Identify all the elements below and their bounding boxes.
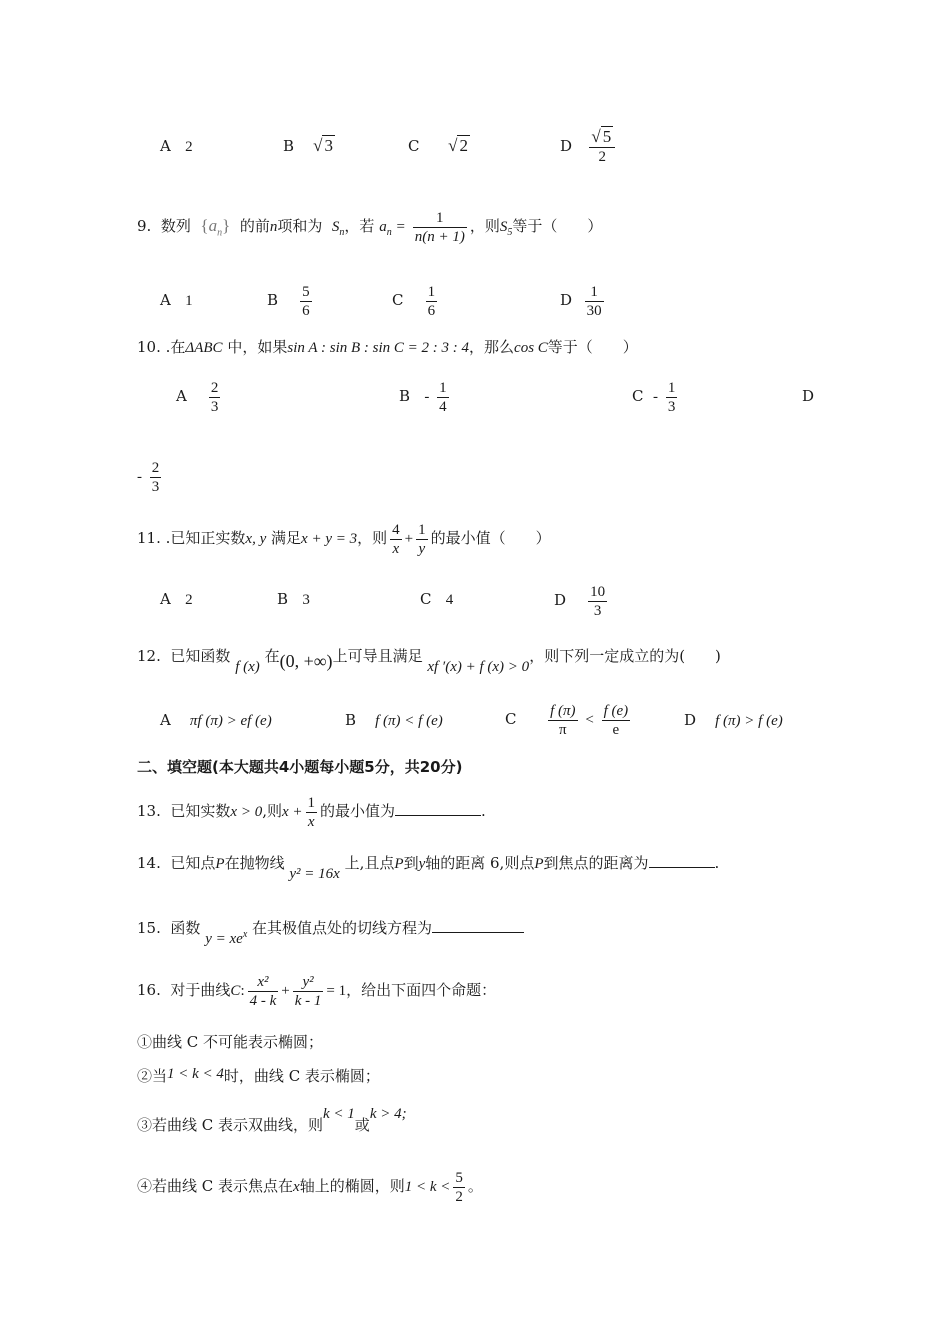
question-number: 9. bbox=[137, 217, 152, 235]
interval-expression: (0, +∞) bbox=[279, 651, 333, 671]
option-value: 4 bbox=[445, 592, 454, 608]
fraction: $\frac{f (e)}{e}$ bbox=[603, 702, 629, 738]
proposition-3 bbox=[137, 1106, 407, 1141]
option-letter: D bbox=[554, 591, 567, 609]
period: . bbox=[714, 854, 720, 872]
proposition-2 bbox=[137, 1066, 380, 1087]
period: . bbox=[481, 802, 486, 820]
question-14 bbox=[137, 850, 720, 882]
curve-label: C bbox=[230, 983, 241, 999]
question-text: 已知实数 bbox=[170, 802, 231, 820]
option-letter: D bbox=[560, 137, 573, 155]
parabola-equation: y² = 16x bbox=[289, 866, 340, 882]
proposition-text: 轴上的椭圆，则 bbox=[299, 1177, 405, 1195]
option-value: πf (π) > ef (e) bbox=[189, 713, 272, 729]
question-text: ,则 bbox=[262, 802, 282, 820]
q11-option-d bbox=[554, 580, 610, 620]
question-text: 上可导且满足 bbox=[332, 647, 423, 665]
option-letter: C bbox=[408, 137, 420, 155]
minus-sign: - bbox=[424, 389, 430, 405]
fraction: $\frac{5}{6}$ bbox=[302, 283, 310, 319]
option-value: 2 bbox=[185, 592, 193, 608]
question-text: 函数 bbox=[170, 919, 201, 937]
fraction: $\frac{\text{y²}}{k - 1}$ bbox=[294, 973, 322, 1009]
question-number: 15. bbox=[137, 919, 161, 937]
q10-option-d-letter bbox=[802, 386, 814, 406]
question-text: 已知点 bbox=[170, 854, 216, 872]
question-number: 11. bbox=[137, 529, 161, 547]
option-letter: D bbox=[684, 711, 697, 729]
proposition-1: ①曲线 C 不可能表示椭圆； bbox=[137, 1033, 324, 1051]
fraction: $\frac{1}{3}$ bbox=[667, 379, 676, 415]
axis-label: x bbox=[293, 1179, 300, 1195]
question-text: ，那么 bbox=[469, 338, 515, 356]
inequality-expression: 1 < k < bbox=[404, 1179, 451, 1195]
option-letter: C bbox=[632, 387, 644, 405]
point-label: P bbox=[215, 856, 225, 872]
option-letter: D bbox=[560, 291, 573, 309]
question-text: 的最小值（ ） bbox=[430, 529, 551, 547]
question-13 bbox=[137, 791, 486, 832]
point-label: P bbox=[534, 856, 544, 872]
fraction: $\frac{2}{3}$ bbox=[151, 459, 160, 495]
question-text: 轴的距离 6,则点 bbox=[425, 854, 535, 872]
inequality-expression: k < 1 bbox=[323, 1106, 355, 1122]
less-than-sign: < bbox=[585, 712, 594, 728]
option-letter: C bbox=[420, 590, 432, 608]
question-text: 满足 bbox=[271, 529, 302, 547]
option-letter: D bbox=[802, 387, 815, 405]
q11-option-a bbox=[160, 589, 193, 610]
condition-expression: x + y = 3 bbox=[301, 531, 358, 547]
inequality-expression: 1 < k < 4 bbox=[167, 1066, 224, 1082]
plus-sign: + bbox=[404, 531, 414, 547]
question-text: 在 bbox=[264, 647, 280, 665]
proposition-text: 时，曲线 C 表示椭圆； bbox=[223, 1067, 380, 1085]
q10-option-c bbox=[632, 376, 680, 417]
question-12 bbox=[137, 640, 721, 675]
q12-option-b bbox=[345, 710, 443, 731]
condition-expression: xf ′(x) + f (x) > 0 bbox=[427, 659, 530, 675]
fraction: $\frac{\text{x²}}{4 - k}$ bbox=[249, 973, 277, 1009]
question-text: 已知函数 bbox=[170, 647, 231, 665]
question-text: ，则 bbox=[469, 217, 500, 235]
fraction: $\frac{1}{y}$ bbox=[418, 521, 426, 557]
option-value: f (π) < f (e) bbox=[375, 713, 443, 729]
question-text: 的最小值为 bbox=[320, 802, 396, 820]
sqrt-expression: √ 2 bbox=[448, 136, 468, 155]
fraction: $\frac{1}{4}$ bbox=[439, 379, 447, 415]
question-text: .已知正实数 bbox=[165, 529, 246, 547]
option-letter: C bbox=[505, 710, 517, 728]
proposition-text: ②当 bbox=[137, 1067, 168, 1085]
question-text: 在其极值点处的切线方程为 bbox=[252, 919, 433, 937]
question-text: 对于曲线 bbox=[170, 981, 231, 999]
option-value: f (π) > f (e) bbox=[715, 713, 783, 729]
q10-option-d-value bbox=[137, 456, 164, 497]
period: 。 bbox=[467, 1177, 483, 1195]
function-expression: f (x) bbox=[235, 659, 260, 675]
option-value: 3 bbox=[302, 592, 310, 608]
ratio-expression: sin A : sin B : sin C = 2 : 3 : 4 bbox=[287, 340, 470, 356]
q9-option-a bbox=[160, 280, 193, 321]
math-var: n bbox=[269, 219, 278, 235]
answer-blank[interactable] bbox=[649, 853, 715, 868]
fraction: $\frac{4}{x}$ bbox=[392, 521, 400, 557]
proposition-4 bbox=[137, 1164, 483, 1209]
fraction: $\frac{5}{2}$ bbox=[455, 1169, 463, 1205]
minus-sign: - bbox=[137, 469, 142, 485]
question-15 bbox=[137, 911, 524, 947]
option-letter: A bbox=[160, 711, 171, 729]
question-text: 等于（ ） bbox=[547, 338, 638, 356]
colon: : bbox=[240, 983, 245, 999]
question-11 bbox=[137, 518, 551, 559]
answer-blank[interactable] bbox=[432, 918, 524, 933]
option-value: 1 bbox=[185, 293, 193, 309]
q8-option-b bbox=[283, 136, 335, 156]
sequence-brace: $\{a_n\}$ bbox=[200, 216, 231, 239]
sum-symbol: $S_n$ bbox=[331, 219, 345, 238]
question-10 bbox=[137, 337, 638, 358]
proposition-text: 或 bbox=[354, 1116, 370, 1134]
fraction: $\frac{2}{3}$ bbox=[210, 379, 219, 415]
term-symbol: $a_n$ bbox=[379, 219, 392, 238]
proposition-text: ④若曲线 C 表示焦点在 bbox=[137, 1177, 294, 1195]
question-text: 等于（ ） bbox=[512, 217, 603, 235]
proposition-text: ③若曲线 C 表示双曲线，则 bbox=[137, 1116, 324, 1134]
option-letter: B bbox=[399, 387, 411, 405]
option-letter: C bbox=[392, 291, 404, 309]
question-text: 到 bbox=[403, 854, 419, 872]
inequality-expression: k > 4; bbox=[369, 1106, 407, 1122]
option-letter: B bbox=[283, 137, 295, 155]
math-expression: x + bbox=[281, 804, 303, 820]
point-label: P bbox=[394, 856, 404, 872]
question-text: 到焦点的距离为 bbox=[543, 854, 649, 872]
question-text: 的前 bbox=[239, 217, 270, 235]
question-text: 中，如果 bbox=[227, 338, 288, 356]
question-number: 14. bbox=[137, 854, 161, 872]
option-letter: A bbox=[176, 387, 187, 405]
option-letter: B bbox=[345, 711, 357, 729]
equals-sign: = bbox=[396, 219, 405, 235]
triangle-symbol: ΔABC bbox=[185, 340, 223, 356]
sqrt-expression: √ 3 bbox=[313, 136, 333, 155]
q10-option-a bbox=[176, 376, 223, 416]
option-letter: B bbox=[267, 291, 279, 309]
fraction: $\frac{1}{6}$ bbox=[427, 283, 436, 319]
section-heading: 二、填空题(本大题共4小题每小题5分，共20分) bbox=[137, 758, 463, 776]
question-text: ，给出下面四个命题： bbox=[346, 981, 497, 999]
option-letter: B bbox=[277, 590, 289, 608]
option-letter: A bbox=[160, 590, 171, 608]
fraction: $\frac{f (\pi)}{\pi}$ bbox=[550, 702, 576, 738]
axis-label: y bbox=[418, 856, 426, 872]
equals-expression: = 1 bbox=[326, 983, 347, 999]
plus-sign: + bbox=[281, 983, 290, 999]
q10-option-b bbox=[399, 376, 452, 417]
sum-symbol: $S_5$ bbox=[499, 219, 513, 238]
q8-option-c bbox=[408, 136, 470, 156]
fraction: $\frac{1}{n(n + 1)}$ bbox=[414, 209, 465, 245]
question-text: .在 bbox=[165, 338, 186, 356]
question-text: 在抛物线 bbox=[224, 854, 285, 872]
question-9 bbox=[137, 206, 602, 253]
math-vars: x, y bbox=[245, 531, 267, 547]
question-number: 13. bbox=[137, 802, 161, 820]
answer-blank[interactable] bbox=[395, 801, 481, 816]
fraction: $\frac{10}{3}$ bbox=[590, 583, 606, 619]
minus-sign: - bbox=[653, 389, 659, 405]
q11-option-b bbox=[277, 589, 310, 610]
question-text: ，若 bbox=[344, 217, 375, 235]
question-number: 12. bbox=[137, 647, 161, 665]
fraction: $\frac{√ 5}{2}$ bbox=[589, 128, 615, 166]
question-text: ，则 bbox=[357, 529, 388, 547]
q8-option-a bbox=[160, 136, 193, 157]
question-text: 数列 bbox=[160, 217, 191, 235]
question-text: 上,且点 bbox=[344, 854, 395, 872]
condition-expression: x > 0 bbox=[230, 804, 263, 820]
question-number: 16. bbox=[137, 981, 161, 999]
fraction: $\frac{1}{x}$ bbox=[307, 794, 316, 830]
question-text: ，则下列一定成立的为( ) bbox=[529, 647, 721, 665]
q11-option-c bbox=[420, 589, 453, 610]
q9-option-b bbox=[267, 280, 315, 320]
q12-option-d bbox=[684, 710, 783, 731]
cos-expression: cos C bbox=[514, 340, 548, 356]
q9-option-c bbox=[392, 280, 440, 320]
q8-option-d bbox=[560, 124, 618, 168]
fraction: $\frac{1}{30}$ bbox=[586, 283, 602, 319]
option-letter: A bbox=[160, 291, 171, 309]
question-number: 10. bbox=[137, 338, 161, 356]
q12-option-c bbox=[505, 699, 633, 740]
question-16 bbox=[137, 968, 496, 1013]
q12-option-a bbox=[160, 710, 272, 731]
q9-option-d bbox=[560, 280, 607, 320]
question-text: 项和为 bbox=[277, 217, 323, 235]
option-letter: A bbox=[160, 137, 171, 155]
function-expression: $y = xe^x$ bbox=[205, 929, 248, 947]
option-value: 2 bbox=[185, 139, 193, 155]
